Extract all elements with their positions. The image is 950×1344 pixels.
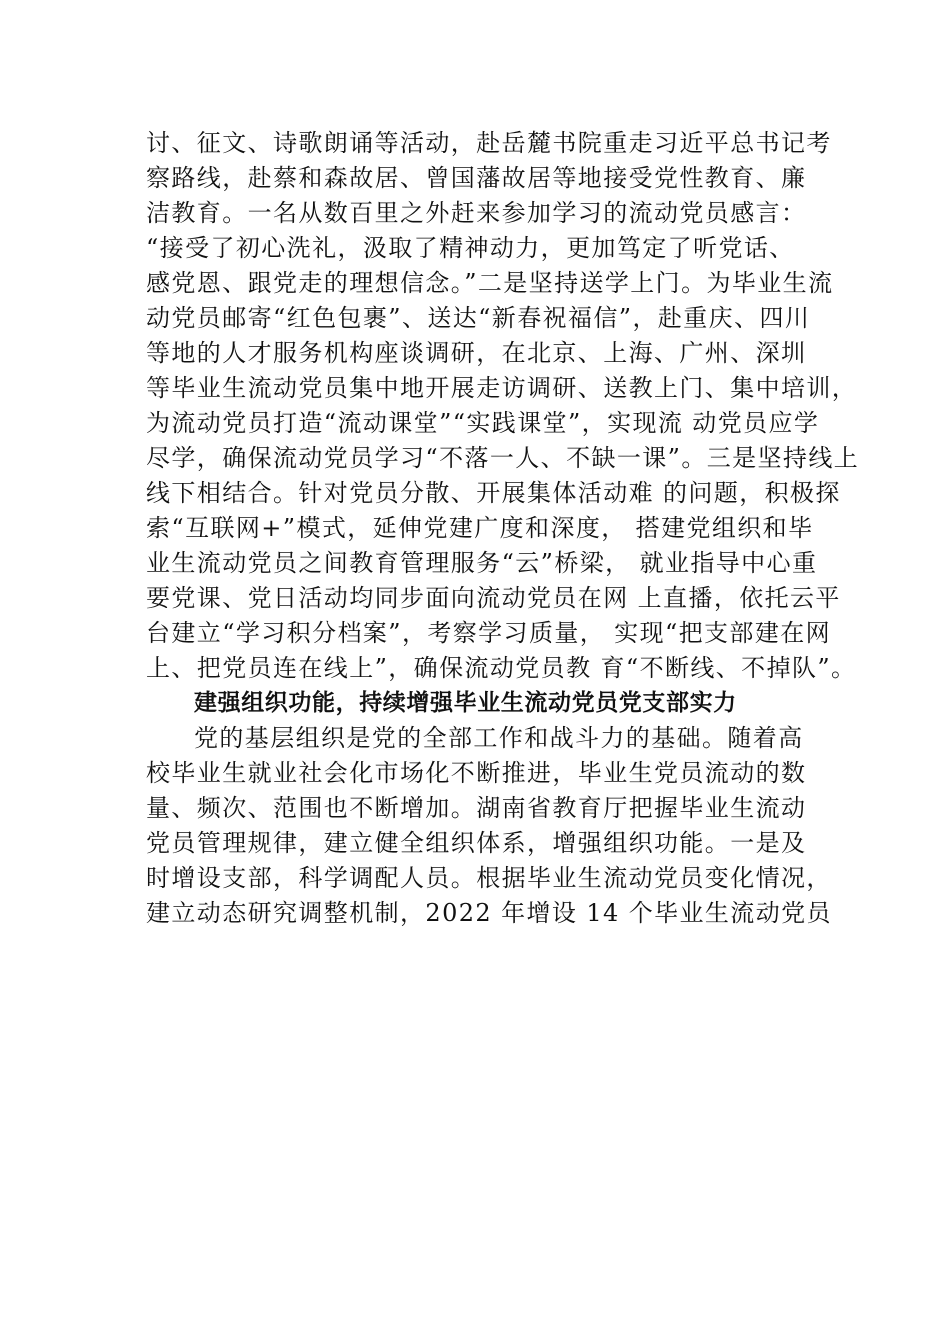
text-line: 线下相结合。针对党员分散、开展集体活动难 的问题，积极探 [146, 479, 841, 507]
text-line: 讨、征文、诗歌朗诵等活动，赴岳麓书院重走习近平总书记考 [146, 129, 832, 157]
text-line: 为流动党员打造“流动课堂”“实践课堂”，实现流 动党员应学 [146, 409, 820, 437]
text-line: 尽学，确保流动党员学习“不落一人、不缺一课”。三是坚持线上 [146, 444, 860, 472]
text-line: 业生流动党员之间教育管理服务“云”桥梁， 就业指导中心重 [146, 549, 818, 577]
text-line: 索“互联网+”模式，延伸党建广度和深度， 搭建党组织和毕 [146, 514, 814, 542]
section-heading: 建强组织功能，持续增强毕业生流动党员党支部实力 [194, 690, 737, 716]
paragraph-1 [146, 126, 860, 686]
text-line: 建立动态研究调整机制，2022 年增设 14 个毕业生流动党员 [146, 899, 832, 927]
text-line: 党的基层组织是党的全部工作和战斗力的基础。随着高 [194, 724, 804, 752]
text-line: 时增设支部，科学调配人员。根据毕业生流动党员变化情况， [146, 864, 832, 892]
text-line: 感党恩、跟党走的理想信念。”二是坚持送学上门。为毕业生流 [146, 269, 834, 297]
text-line: 校毕业生就业社会化市场化不断推进，毕业生党员流动的数 [146, 759, 807, 787]
paragraph-2 [146, 721, 846, 931]
text-line: 上、把党员连在线上”，确保流动党员教 育“不断线、不掉队”。 [146, 654, 857, 682]
text-line: 台建立“学习积分档案”，考察学习质量， 实现“把支部建在网 [146, 619, 832, 647]
text-line: 察路线，赴蔡和森故居、曾国藩故居等地接受党性教育、廉 [146, 164, 807, 192]
text-line: 等地的人才服务机构座谈调研，在北京、上海、广州、深圳 [146, 339, 807, 367]
text-line: 洁教育。一名从数百里之外赶来参加学习的流动党员感言： [146, 199, 807, 227]
text-line: 要党课、党日活动均同步面向流动党员在网 上直播，依托云平 [146, 584, 841, 612]
text-line: “接受了初心洗礼，汲取了精神动力，更加笃定了听党话、 [146, 234, 795, 262]
text-line: 等毕业生流动党员集中地开展走访调研、送教上门、集中培训， [146, 374, 858, 402]
text-line: 量、频次、范围也不断增加。湖南省教育厅把握毕业生流动 [146, 794, 807, 822]
text-line: 党员管理规律，建立健全组织体系，增强组织功能。一是及 [146, 829, 807, 857]
text-line: 动党员邮寄“红色包裹”、送达“新春祝福信”，赴重庆、四川 [146, 304, 811, 332]
document-body [146, 126, 860, 931]
